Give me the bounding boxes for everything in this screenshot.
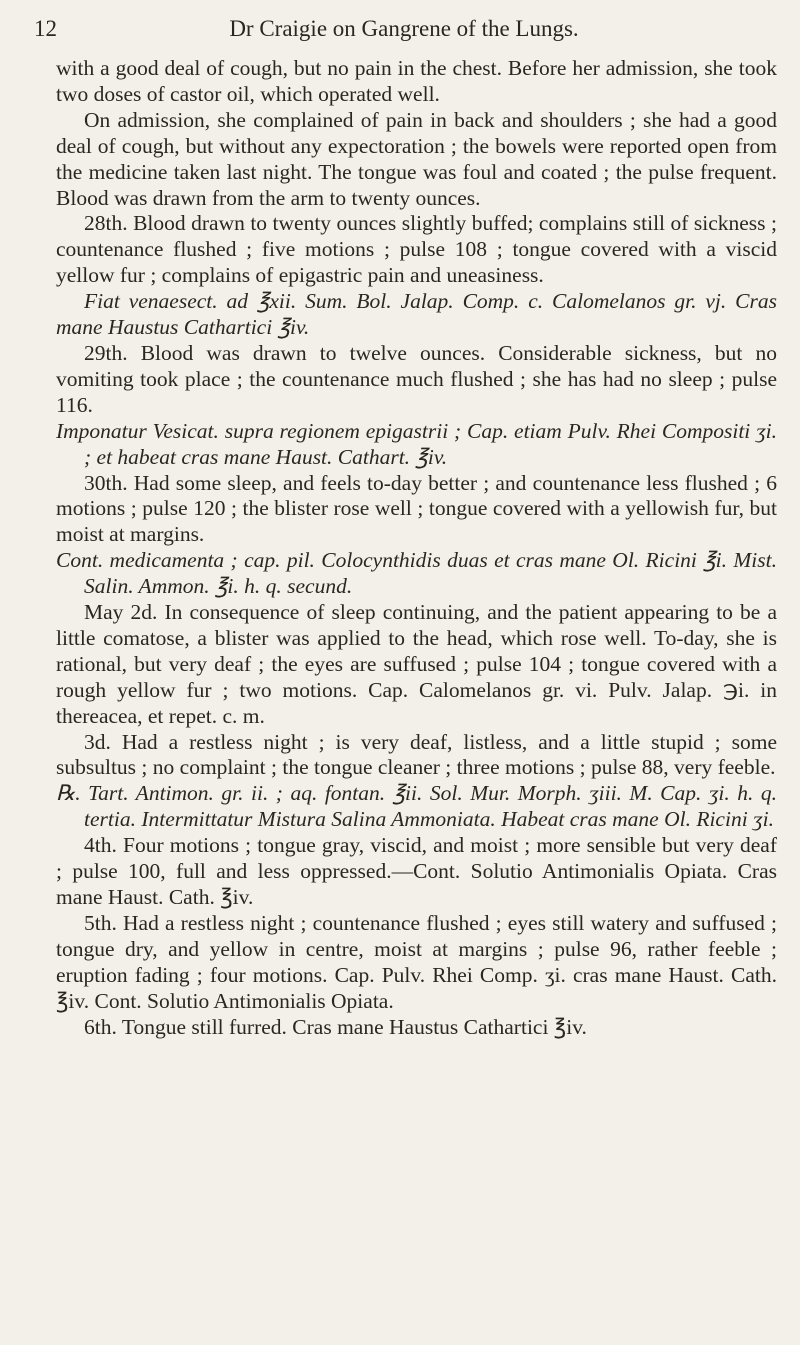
page-header [34,16,774,48]
paragraph-6th: 6th. Tongue still furred. Cras mane Haustus Cathartici ℥iv. [84,1014,587,1039]
paragraph-4th: 4th. Four motions ; tongue gray, viscid, and moist ; more sensible but very deaf ; pulse 100, full and less oppressed.—Cont. Solutio Antimonialis Opiata. Cras mane Haust. Cath. ℥iv. [56,833,777,909]
paragraph-may-2d: May 2d. In consequence of sleep continuing, and the patient appearing to be a little comatose, a blister was applied to the head, which rose well. To-day, she is rational, but very deaf ; the eyes are suffused ; pulse 104 ; tongue covered with a rough yellow fur ; two motions. Cap. Calomelanos gr. vi. Pulv. Jalap. ℈i. in thereacea, et repet. c. m. [56,600,777,728]
paragraph-30th: 30th. Had some sleep, and feels to-day better ; and countenance less flushed ; 6 motions ; pulse 120 ; the blister rose well ; tongue covered with a yellowish fur, but moist at margins. [56,470,777,547]
prescription-29th: Imponatur Vesicat. supra regionem epigastrii ; Cap. etiam Pulv. Rhei Compositi ʒi. ; et habeat cras mane Haust. Cathart. ℥iv. [56,418,777,469]
paragraph-5th: 5th. Had a restless night ; countenance flushed ; eyes still watery and suffused ; tongue dry, and yellow in centre, moist at margins ; pulse 96, rather feeble ; eruption fading ; four motions. Cap. Pulv. Rhei Comp. ʒi. cras mane Haust. Cath. ℥iv. Cont. Solutio Antimonialis Opiata. [56,910,777,1013]
paragraph-29th: 29th. Blood was drawn to twelve ounces. Considerable sickness, but no vomiting took place ; the countenance much flushed ; she has had no sleep ; pulse 116. [56,340,777,417]
running-title: Dr Craigie on Gangrene of the Lungs. [229,16,579,41]
prescription-28th: Fiat venaesect. ad ℥xii. Sum. Bol. Jalap. Comp. c. Calomelanos gr. vj. Cras mane Haustus Cathartici ℥iv. [56,289,777,340]
prescription-30th: Cont. medicamenta ; cap. pil. Colocynthidis duas et cras mane Ol. Ricini ℥i. Mist. Salin. Ammon. ℥i. h. q. secund. [56,548,777,599]
paragraph-admission: On admission, she complained of pain in back and shoulders ; she had a good deal of cough, but without any expectoration ; the bowels were reported open from the medicine taken last night. The tongue was foul and coated ; the pulse frequent. Blood was drawn from the arm to twenty ounces. [56,107,777,210]
case-notes-body [56,56,777,1040]
paragraph-3d: 3d. Had a restless night ; is very deaf, listless, and a little stupid ; some subsultus ; no complaint ; the tongue cleaner ; three motions ; pulse 88, very feeble. [56,729,777,780]
paragraph-28th: 28th. Blood drawn to twenty ounces slightly buffed; complains still of sickness ; countenance flushed ; five motions ; pulse 108 ; tongue covered with a viscid yellow fur ; complains of epigastric pain and uneasiness. [56,211,777,288]
prescription-3d: ℞. Tart. Antimon. gr. ii. ; aq. fontan. ℥ii. Sol. Mur. Morph. ʒiii. M. Cap. ʒi. h. q. tertia. Intermittatur Mistura Salina Ammoniata. Habeat cras mane Ol. Ricini ʒi. [56,781,777,832]
page-number: 12 [34,16,57,41]
paragraph-intro: with a good deal of cough, but no pain in the chest. Before her admission, she took two doses of castor oil, which operated well. [56,56,777,106]
